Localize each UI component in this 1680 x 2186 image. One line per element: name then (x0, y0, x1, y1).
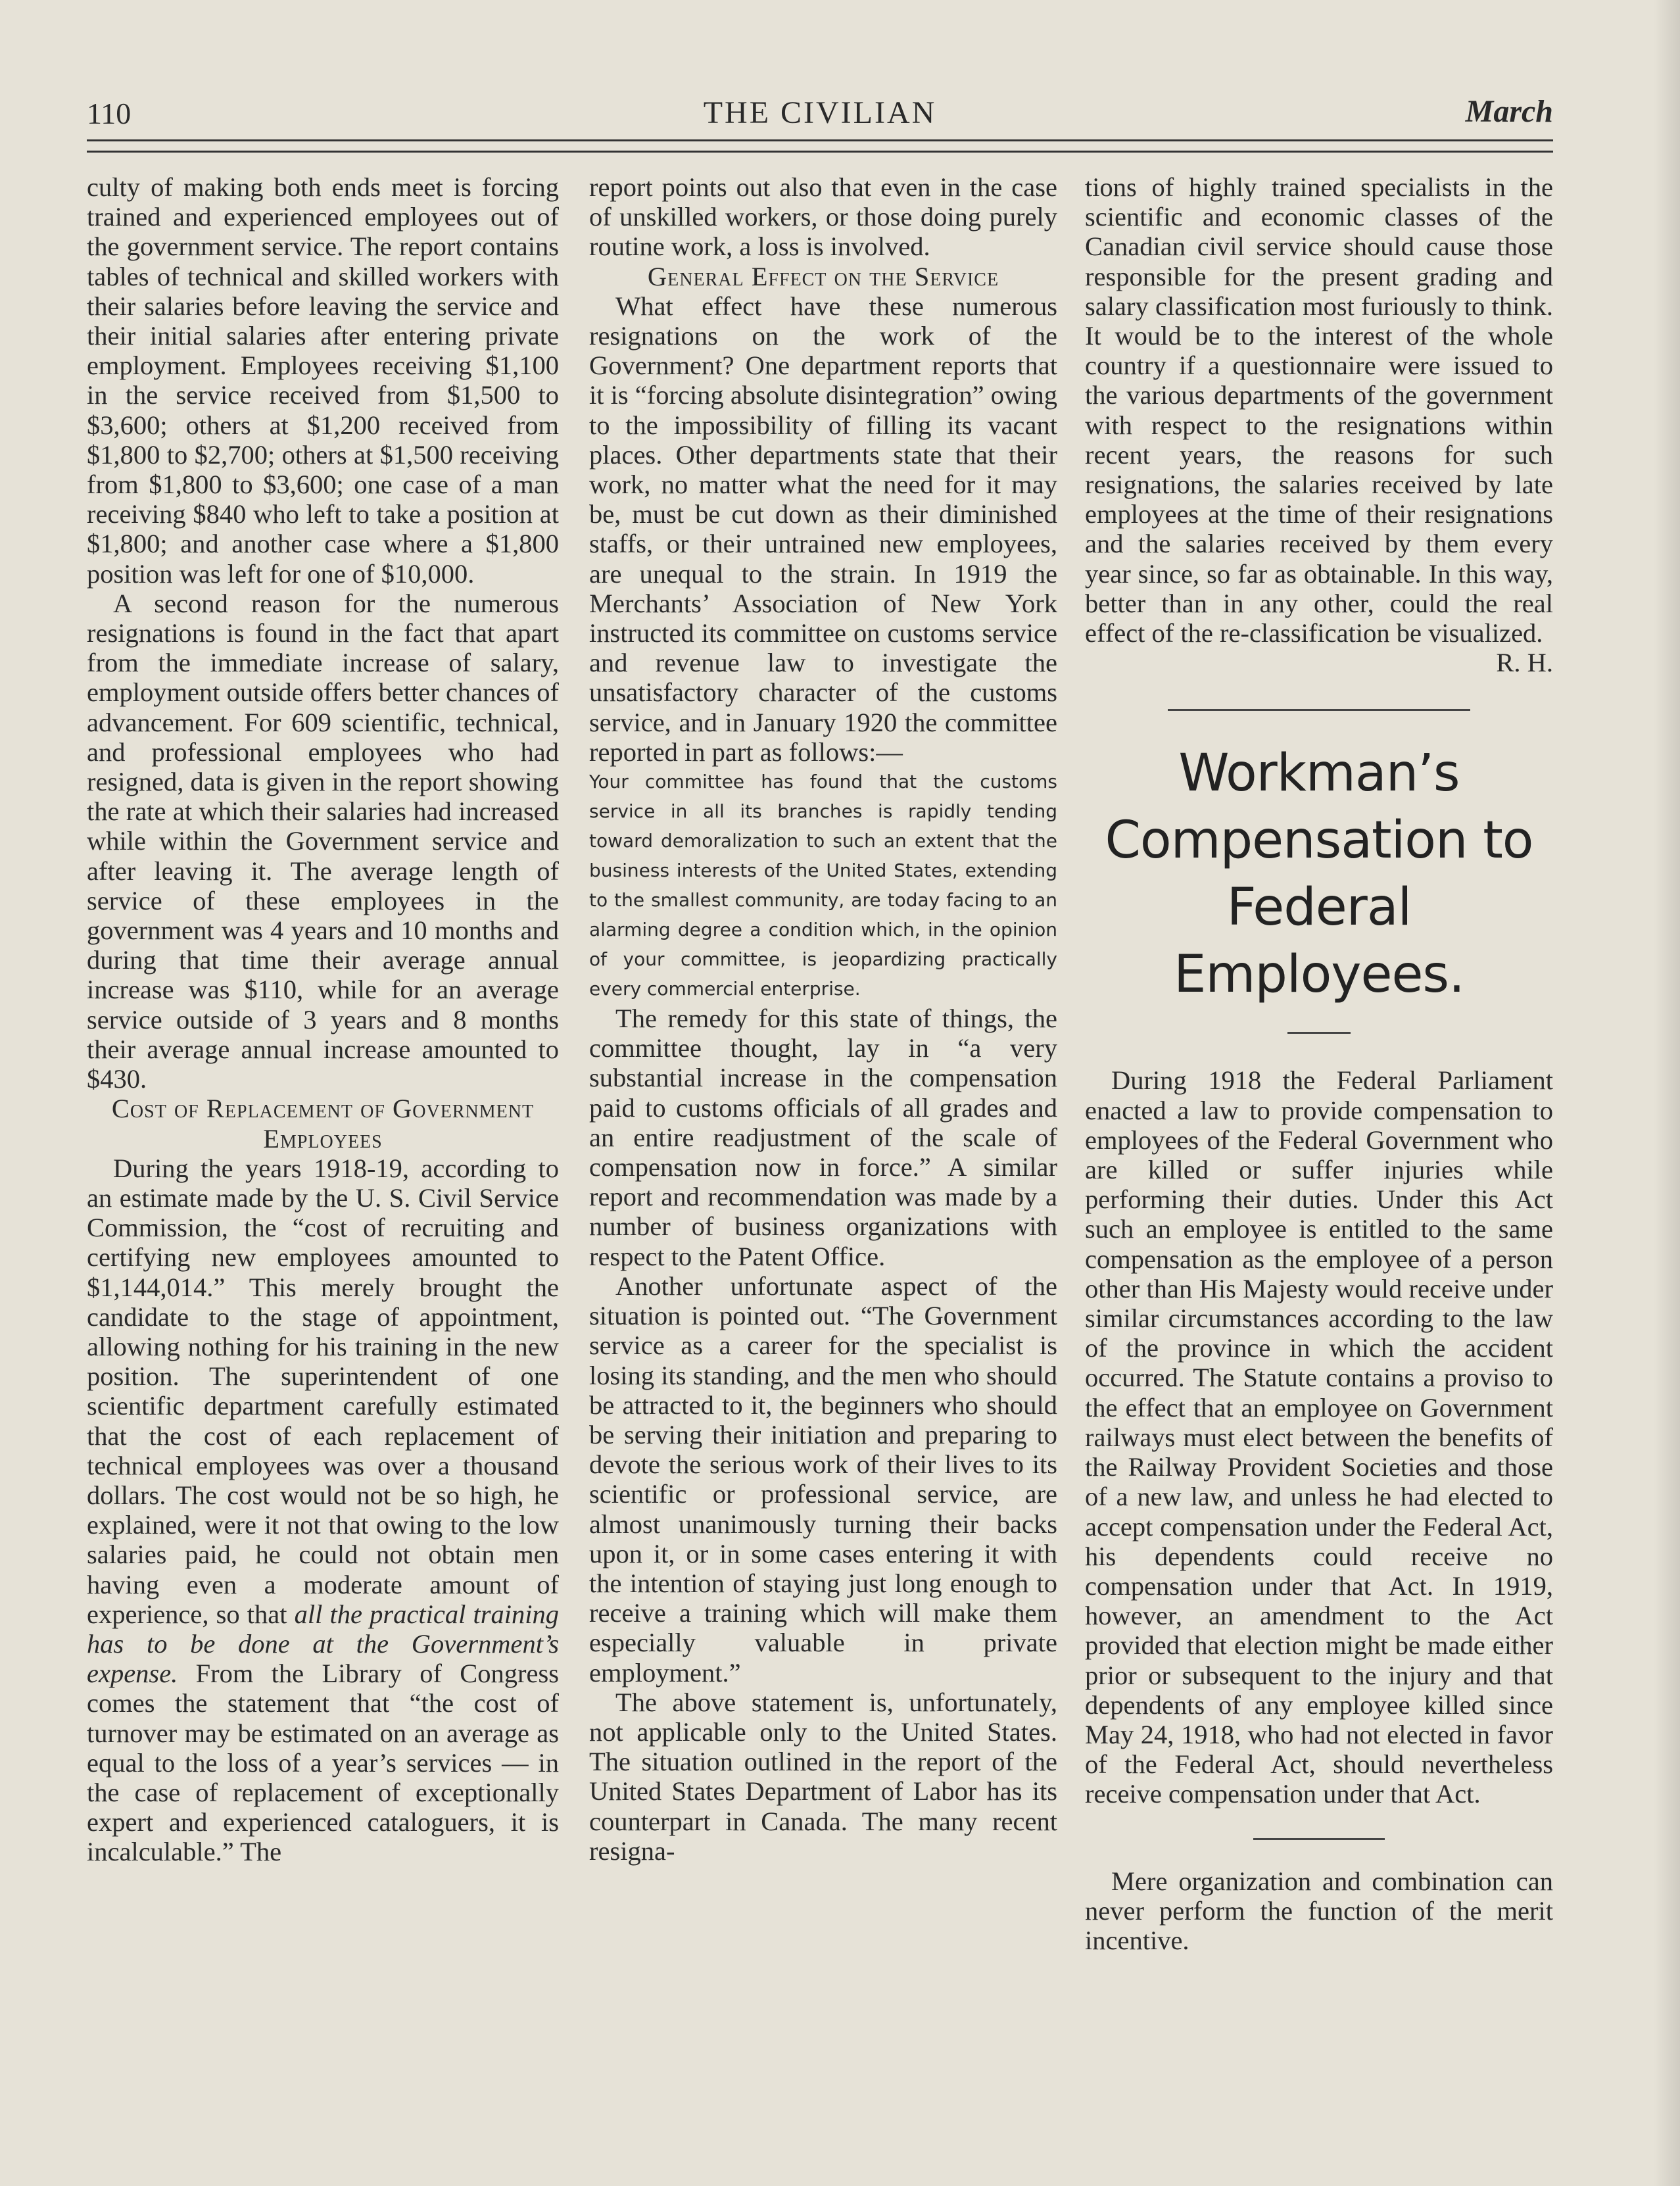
article-headline: Workman’s Compensation to Federal Employees. (1105, 744, 1533, 1005)
paragraph: Another unfortunate aspect of the situation is pointed out. “The Government service as a career for the specialist is losing its standing, and the men who should be attracted to it, the beginners who should be serving their initiation and preparing to devote the serious work of their lives to its scientific or professional service, are almost unanimously turning their backs upon it, or in some cases entering it with the intention of staying just long enough to receive a training which will make them especially valuable in private employment.” (589, 1271, 1057, 1688)
page-header (87, 92, 1553, 132)
divider (1253, 1838, 1385, 1840)
paragraph: The remedy for this state of things, the committee thought, lay in “a very substantial increase in the compensation paid to customs officials of all grades and an entire readjustment of the scale of compensation now in force.” A similar report and recommendation was made by a number of business organizations with respect to the Patent Office. (589, 1004, 1057, 1271)
divider (1287, 1032, 1351, 1034)
paragraph: report points out also that even in the case of unskilled workers, or those doing purely routine work, a loss is involved. (589, 172, 1057, 262)
masthead-title: THE CIVILIAN (703, 95, 937, 130)
paragraph: tions of highly trained specialists in the scientific and economic classes of the Canadian civil service should cause those responsible for the present grading and salary classification most furiously to think. It would be to the interest of the whole country if a questionnaire were issued to the various departments of the government with respect to the resignations within recent years, the reasons for such resignations, the salaries received by late employees at the time of their resignations and the salaries received by them every year since, so far as obtainable. In this way, better than in any other, could the real effect of the re-classification be visualized. (1085, 172, 1553, 648)
paragraph (87, 1154, 559, 1867)
paragraph-text: From the Library of Congress comes the statement that “the cost of turnover may be estimated on an average as equal to the loss of a year’s services — in the case of replacement of exceptionally expert and experienced cataloguers, it is incalculable.” The (87, 1659, 560, 1867)
section-heading: General Effect on the Service (647, 261, 999, 291)
italic-emphasis: all the practical training has to be done at the Government’s expense. (87, 1599, 560, 1689)
paragraph: The above statement is, unfortunately, not applicable only to the United States. The situation outlined in the report of the United States Department of Labor has its counterpart in Canada. The many recent resigna- (589, 1687, 1057, 1866)
page-number: 110 (87, 97, 132, 130)
paragraph-text: During the years 1918-19, according to an estimate made by the U. S. Civil Service Commission, the “cost of recruiting and certifying new employees amounted to $1,144,014.” This merely brought the candidate to the stage of appointment, allowing nothing for his training in the new position. The superintendent of one scientific department carefully estimated that the cost of each replacement of technical employees was over a thousand dollars. The cost would not be so high, he explained, were it not that owing to the low salaries paid, he could not obtain men having even a moderate amount of experience, so that (87, 1153, 559, 1629)
author-signature: R. H. (1496, 648, 1553, 678)
column-1 (87, 172, 559, 2119)
block-quote: Your committee has found that the customs service in all its branches is rapidly tending toward demoralization to such an extent that the business interests of the United States, extending to the smallest community, are today facing to an alarming degree a condition which, in the opinion of your committee, is jeopardizing practically every commercial enterprise. (589, 771, 1057, 1000)
closing-remark: Mere organization and combination can never perform the function of the merit incentive. (1085, 1866, 1553, 1955)
paragraph: A second reason for the numerous resignations is found in the fact that apart from the immediate increase of salary, employment outside offers better chances of advancement. For 609 scientific, technical, and professional employees who had resigned, data is given in the report showing the rate at which their salaries had increased while within the Government service and after leaving it. The average length of service of these employees in the government was 4 years and 10 months and during that time their average annual increase was $110, while for an average service outside of 3 years and 8 months their average annual increase amounted to $430. (87, 588, 559, 1094)
divider (1168, 709, 1470, 711)
issue-month: March (1465, 94, 1553, 129)
column-2 (589, 172, 1057, 2119)
paragraph: culty of making both ends meet is forcing trained and experienced employees out of the government service. The report contains tables of technical and skilled workers with their salaries before leaving the service and their initial salaries after entering private employment. Employees receiving $1,100 in the service received from $1,500 to $3,600; others at $1,200 received from $1,800 to $2,700; others at $1,500 receiving from $1,800 to $3,600; one case of a man receiving $840 who left to take a position at $1,800; and another case where a $1,800 position was left for one of $10,000. (87, 172, 559, 589)
header-rule (87, 139, 1553, 153)
column-3 (1085, 172, 1553, 2119)
paragraph: What effect have these numerous resignations on the work of the Government? One department reports that it is “forcing absolute disintegration” owing to the impossibility of filling its vacant places. Other departments state that their work, no matter what the need for it may be, must be cut down as their diminished staffs, or their untrained new employees, are unequal to the strain. In 1919 the Merchants’ Association of New York instructed its committee on customs service and revenue law to investigate the unsatisfactory character of the customs service, and in January 1920 the committee reported in part as follows:— (589, 291, 1057, 767)
section-heading: Cost of Replacement of Government Employees (111, 1094, 535, 1154)
paragraph: During 1918 the Federal Parliament enacted a law to provide compensation to employees of the Federal Government who are killed or suffer injuries while performing their duties. Under this Act such an employee is entitled to the same compensation as the employee of a person other than His Majesty would receive under similar circumstances according to the law of the province in which the accident occurred. The Statute contains a proviso to the effect that an employee on Government railways must elect between the benefits of the Railway Provident Societies and those of a new law, and unless he had elected to accept compensation under the Federal Act, his dependents could receive no compensation under that Act. In 1919, however, an amendment to the Act provided that election might be made either prior or subsequent to the injury and that dependents of any employee killed since May 24, 1918, who had not elected in favor of the Federal Act, should nevertheless receive compensation under that Act. (1085, 1065, 1553, 1809)
